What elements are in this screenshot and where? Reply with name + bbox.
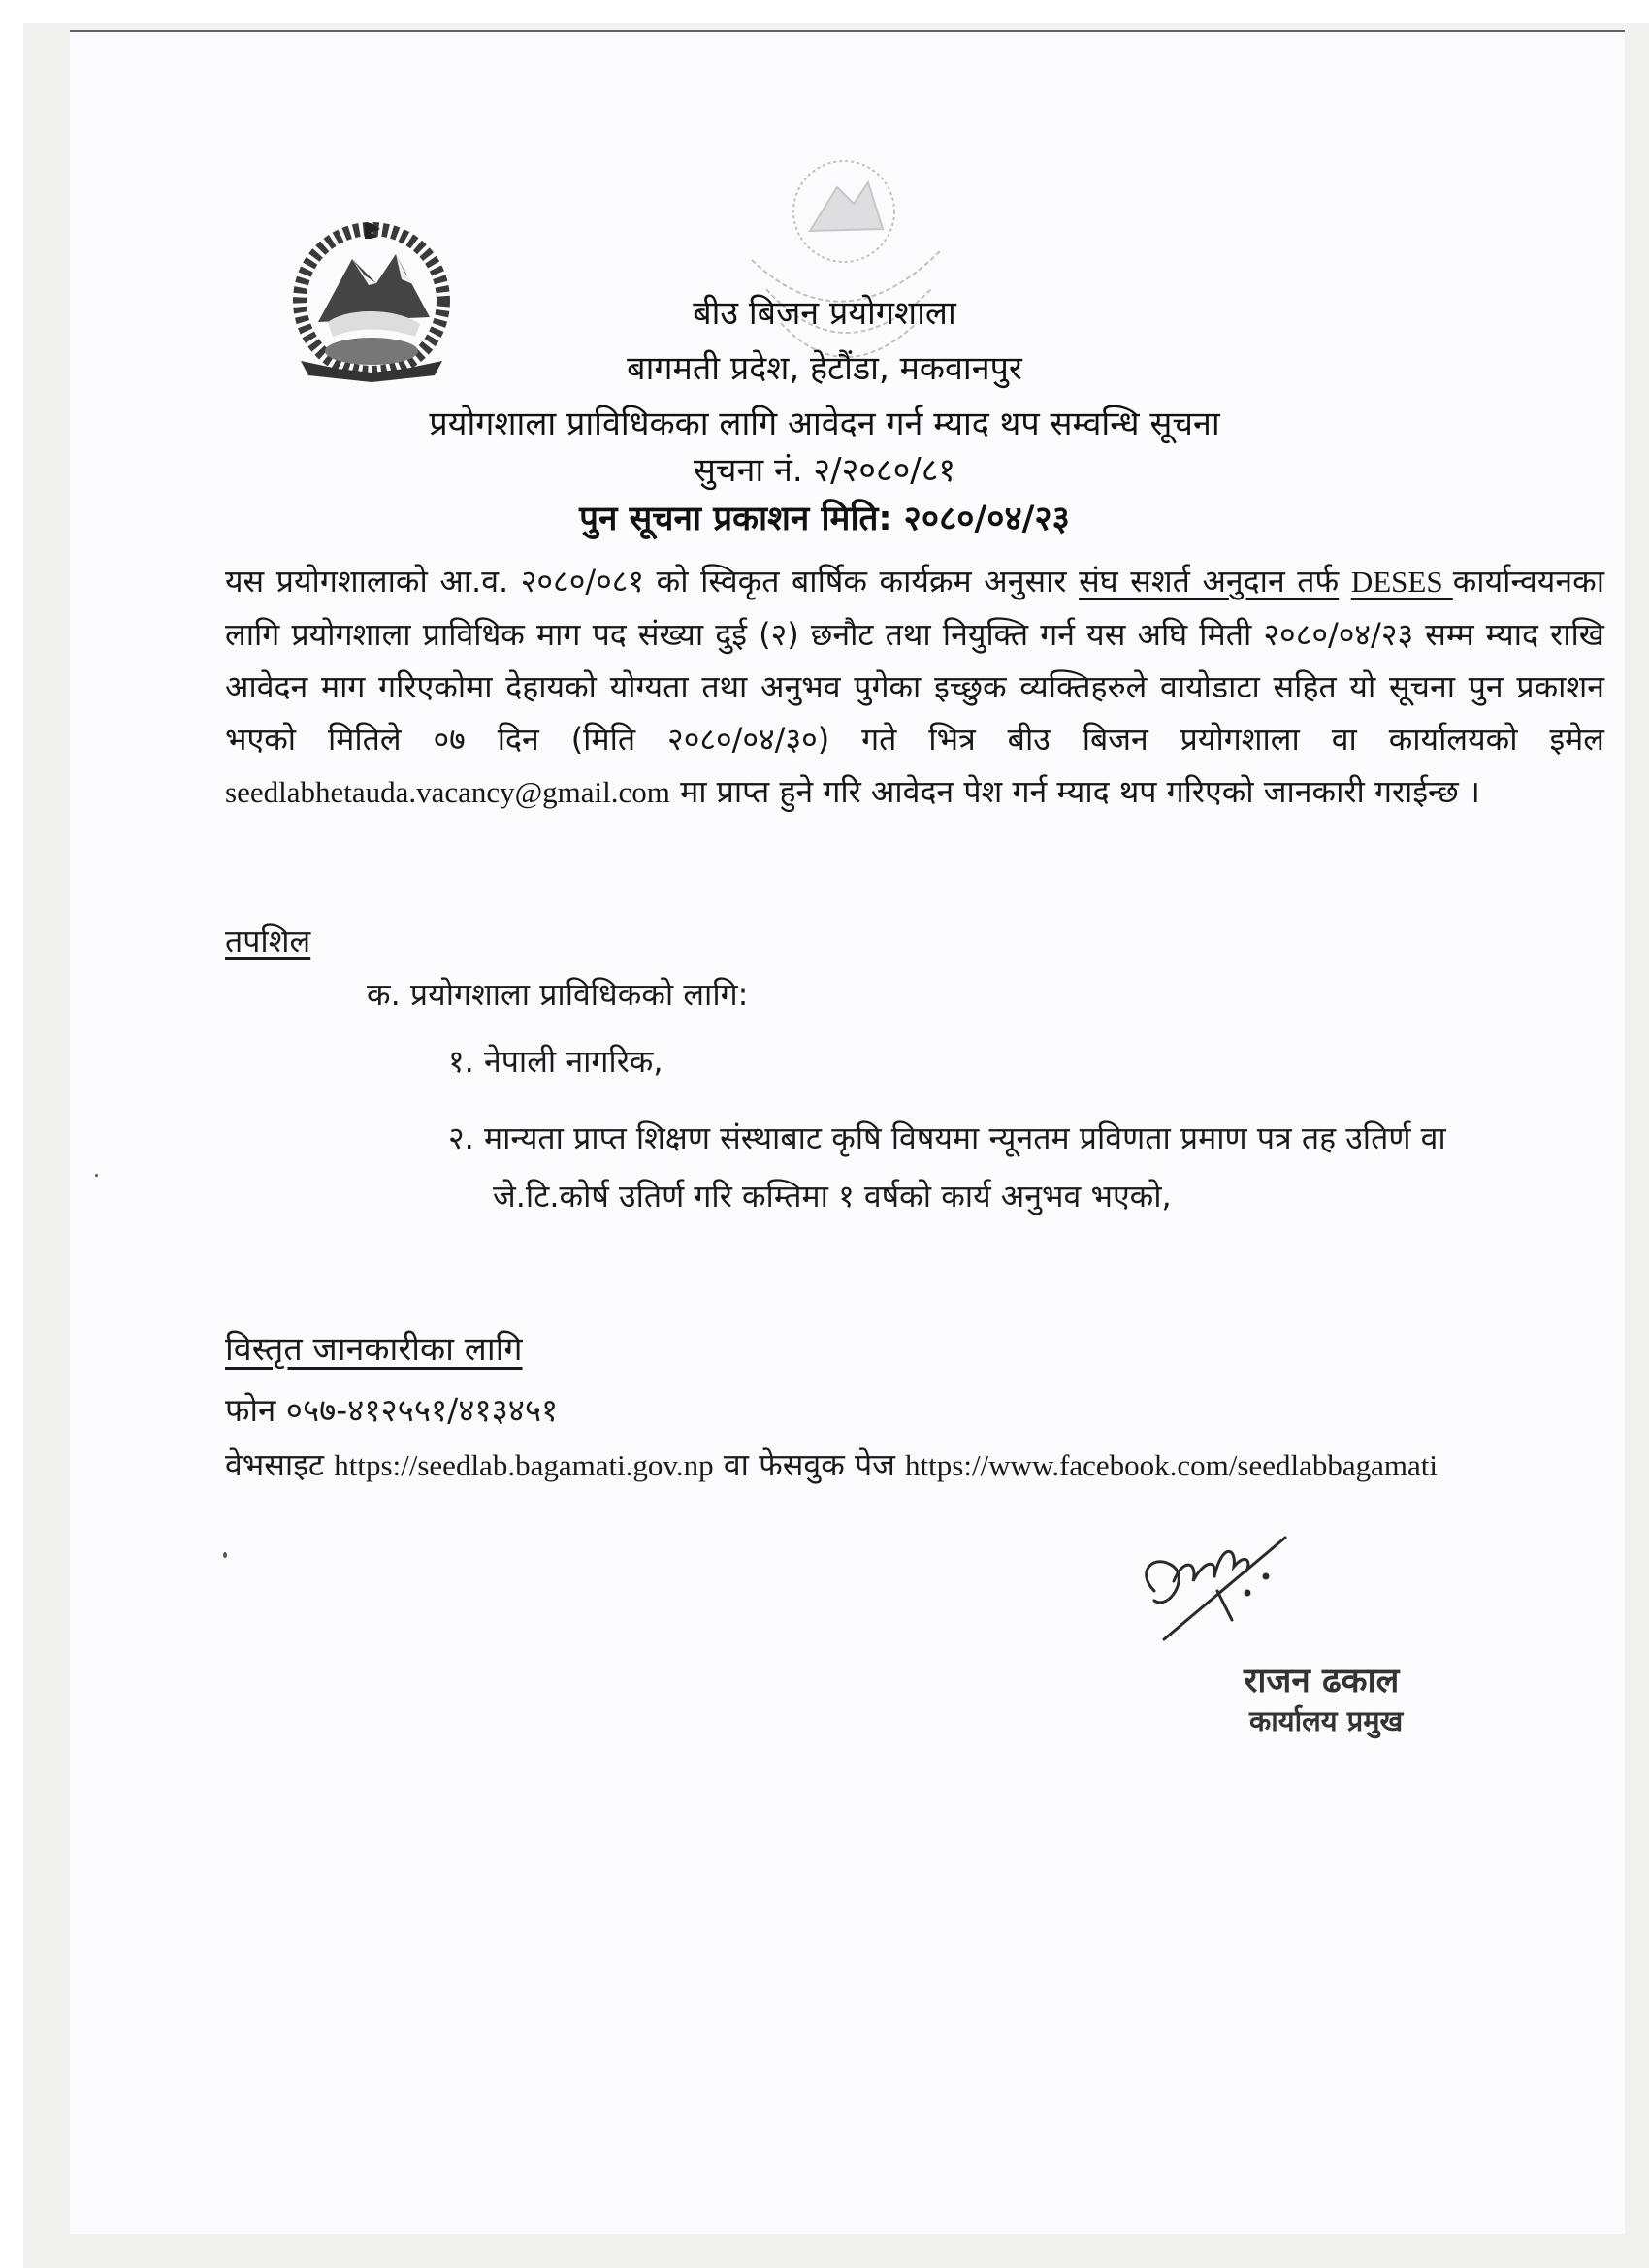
requirement-item (448, 1109, 1602, 1225)
website-line (225, 1443, 1438, 1485)
details-heading: तपशिल (225, 923, 311, 959)
requirement-text: नेपाली नागरिक, (483, 1043, 663, 1080)
facebook-label: वा फेसवुक पेज (723, 1446, 895, 1483)
requirement-text-continued: जे.टि.कोर्ष उतिर्ण गरि कम्तिमा १ वर्षको कार्य अनुभव भएको, (493, 1178, 1172, 1215)
website-label: वेभसाइट (225, 1446, 325, 1483)
scan-speck (95, 1174, 98, 1177)
application-email-link[interactable]: seedlabhetauda.vacancy@gmail.com (225, 775, 670, 809)
phone-number: फोन ०५७-४१२५५१/४१३४५१ (225, 1391, 559, 1429)
section-heading-lab-technician: क. प्रयोगशाला प्राविधिकको लागि: (367, 976, 749, 1013)
org-name: बीउ बिजन प्रयोगशाला (693, 294, 956, 333)
more-info-heading: विस्तृत जानकारीका लागि (225, 1330, 523, 1369)
signatory-title: कार्यालय प्रमुख (1249, 1704, 1404, 1737)
notice-number: सुचना नं. २/२०८०/८१ (693, 451, 956, 490)
body-text-part-1: यस प्रयोगशालाको आ.व. २०८०/०८१ को स्विकृत बार्षिक कार्यक्रम अनुसार (225, 563, 1080, 599)
body-text-part-2: कार्यान्वयनका लागि प्रयोगशाला प्राविधिक माग पद संख्या दुई (२) छनौट तथा नियुक्ति गर्न यस अघि मिती २०८०/०४/२३ सम्म म्याद राखि आवेदन माग गरिएकोमा देहायको योग्यता तथा अनुभव पुगेका इच्छुक व्यक्तिहरुले वायोडाटा सहित यो सूचना पुन प्रकाशन भएको मितिले ०७ दिन (मिति २०८०/०४/३०) गते भित्र बीउ बिजन प्रयोगशाला वा कार्यालयको इमेल (225, 563, 1604, 758)
notice-subject: प्रयोगशाला प्राविधिकका लागि आवेदन गर्न म्याद थप सम्वन्धि सूचना (429, 405, 1220, 443)
body-text-part-3: मा प्राप्त हुने गरि आवेदन पेश गर्न म्याद थप गरिएको जानकारी गराईन्छ । (669, 773, 1480, 810)
website-link[interactable]: https://seedlab.bagamati.gov.np (334, 1448, 714, 1482)
underlined-grant-text: संघ सशर्त अनुदान तर्फ (1079, 563, 1340, 599)
republish-date: पुन सूचना प्रकाशन मिति: २०८०/०४/२३ (579, 500, 1070, 538)
signatory-name: राजन ढकाल (1244, 1662, 1400, 1701)
requirement-number: २. (448, 1119, 474, 1156)
facebook-link[interactable]: https://www.facebook.com/seedlabbagamati (905, 1448, 1438, 1482)
requirement-item (448, 1040, 663, 1082)
notice-body (225, 555, 1604, 819)
signature-icon (1125, 1523, 1319, 1649)
org-address: बागमती प्रदेश, हेटौंडा, मकवानपुर (627, 349, 1022, 388)
underlined-deses-text: DESES (1350, 565, 1453, 599)
scan-speck (223, 1552, 227, 1558)
requirement-number: १. (448, 1043, 474, 1080)
requirement-text: मान्यता प्राप्त शिक्षण संस्थाबाट कृषि विषयमा न्यूनतम प्रविणता प्रमाण पत्र तह उतिर्ण वा (483, 1119, 1446, 1156)
